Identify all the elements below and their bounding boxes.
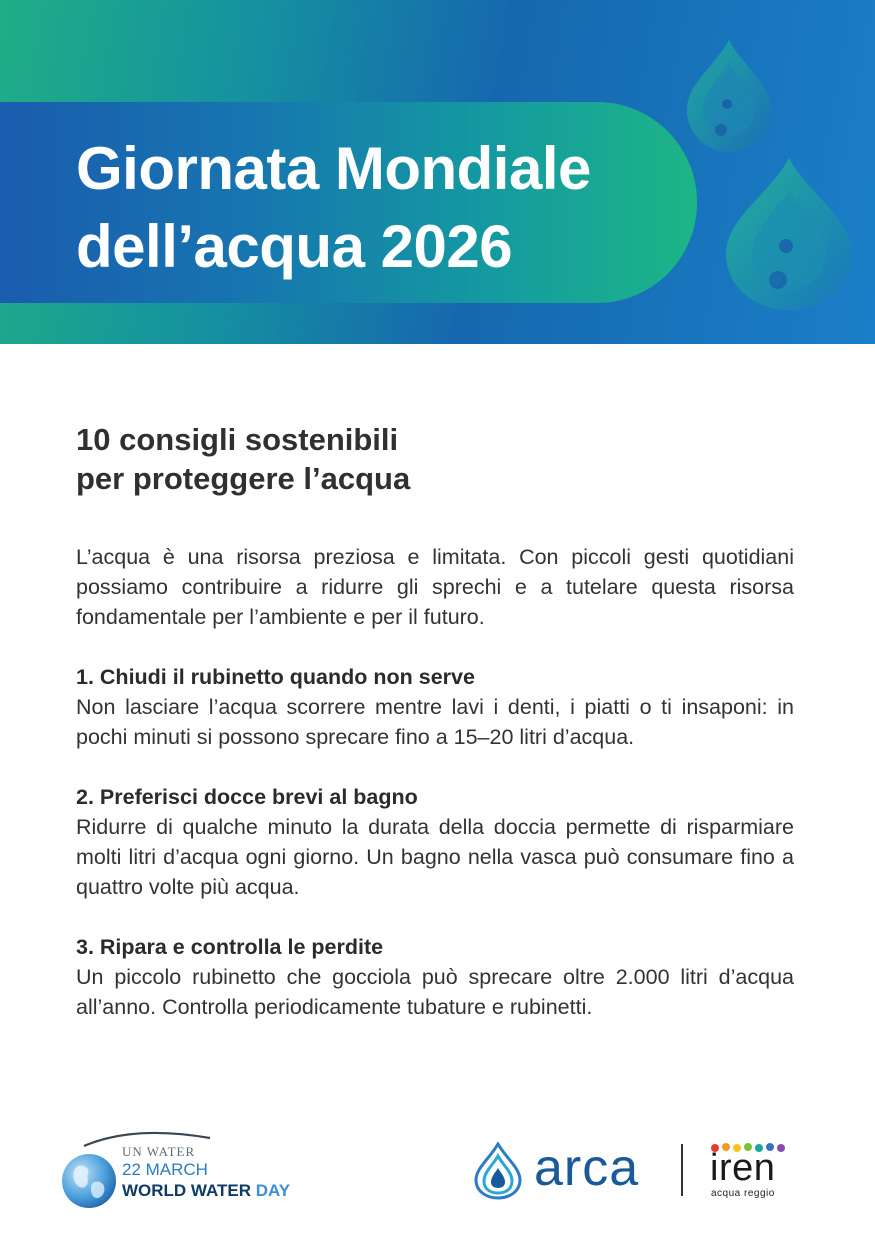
header-banner [0, 0, 875, 344]
main-content [76, 420, 794, 1022]
partner-logos [470, 1138, 800, 1208]
intro-paragraph: L’acqua è una risorsa preziosa e limitata. Con piccoli gesti quotidiani possiamo contribuire a ridurre gli sprechi e a tutelare questa risorsa fondamentale per l’ambiente e per il futuro. [76, 545, 794, 629]
tip-text: Un piccolo rubinetto che gocciola può sprecare oltre 2.000 litri d’acqua all’anno. Controlla periodicamente tubature e rubinetti. [76, 965, 794, 1019]
day-text: DAY [255, 1181, 291, 1200]
iren-logo-text: iren [710, 1147, 776, 1189]
logo-divider [681, 1144, 683, 1196]
page-title [76, 130, 591, 286]
tip-title: 3. Ripara e controlla le perdite [76, 935, 384, 959]
un-water-label: UN WATER [122, 1144, 196, 1159]
world-water-day-logo [60, 1130, 320, 1215]
tip-title: 2. Preferisci docce brevi al bagno [76, 785, 418, 809]
subtitle-line-1: 10 consigli sostenibili [76, 422, 399, 457]
world-water-day-label [122, 1181, 290, 1201]
tip-item [76, 662, 794, 752]
tip-item [76, 932, 794, 1022]
tip-text: Non lasciare l’acqua scorrere mentre lavi i denti, i piatti o ti insaponi: in pochi minuti si possono sprecare fino a 15–20 litri d’acqua. [76, 695, 794, 749]
tip-item [76, 782, 794, 902]
subtitle-line-2: per proteggere l’acqua [76, 461, 411, 496]
title-line-1: Giornata Mondiale [76, 135, 591, 202]
water-drop-icon [722, 156, 856, 312]
date-label: 22 MARCH [122, 1160, 208, 1179]
section-subtitle [76, 420, 794, 498]
iren-subtitle: acqua reggio [711, 1188, 775, 1199]
tip-text: Ridurre di qualche minuto la durata della doccia permette di risparmiare molti litri d’acqua ogni giorno. Un bagno nella vasca può consumare fino a quattro volte più acqua. [76, 815, 794, 899]
title-line-2: dell’acqua 2026 [76, 213, 513, 280]
arca-logo-text: arca [534, 1139, 640, 1197]
water-drop-icon [474, 1142, 522, 1200]
globe-icon [60, 1152, 118, 1210]
tip-title: 1. Chiudi il rubinetto quando non serve [76, 665, 475, 689]
water-drop-icon [683, 38, 775, 154]
world-water-text: WORLD WATER [122, 1181, 256, 1200]
